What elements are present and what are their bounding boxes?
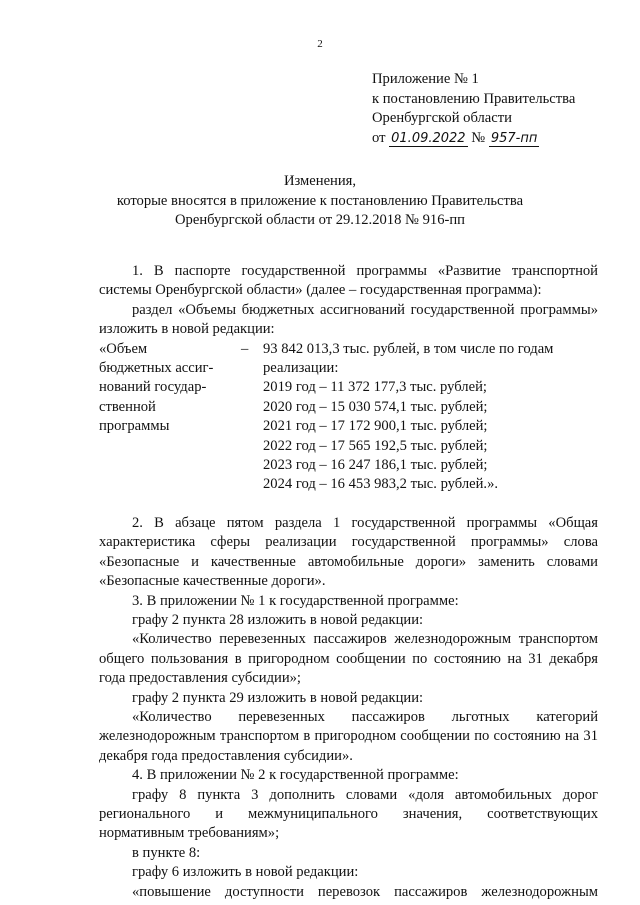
title-line-3: Оренбургской области от 29.12.2018 № 916-пп xyxy=(175,212,465,228)
appendix-line-1: Приложение № 1 xyxy=(372,71,479,87)
budget-value-line: 2023 год – 16 247 186,1 тыс. рублей; xyxy=(263,457,488,474)
budget-label-line: «Объем xyxy=(99,340,148,357)
budget-value-line: 93 842 013,3 тыс. рублей, в том числе по годам xyxy=(263,340,554,357)
paragraph-3c: графу 2 пункта 29 изложить в новой редакции: xyxy=(132,689,424,706)
paragraph-4: 4. В приложении № 2 к государственной программе: xyxy=(132,767,459,784)
appendix-date: 01.09.2022 xyxy=(391,130,466,146)
title-line-1: Изменения, xyxy=(283,173,357,189)
spacer xyxy=(99,495,598,514)
budget-table-values xyxy=(263,340,598,495)
appendix-ot: от xyxy=(372,129,386,146)
budget-label-line: программы xyxy=(99,418,170,435)
budget-value-line: реализации: xyxy=(263,360,339,377)
appendix-number: 957-пп xyxy=(490,130,538,146)
budget-label-line: бюджетных ассиг- xyxy=(99,360,214,377)
budget-value-line: 2020 год – 15 030 574,1 тыс. рублей; xyxy=(263,398,488,415)
paragraph-3b: «Количество перевезенных пассажиров железнодорожным транспортом общего пользования в пригородном сообщении по состоянию на 31 декабря года предоставления субсидии»; xyxy=(99,631,598,687)
paragraph-4a: графу 8 пункта 3 дополнить словами «доля автомобильных дорог регионального и межмуниципального значения, соответствующих нормативным требованиям»; xyxy=(99,786,598,842)
budget-value-line: 2019 год – 11 372 177,3 тыс. рублей; xyxy=(263,379,487,396)
paragraph-4b: в пункте 8: xyxy=(132,844,201,861)
budget-value-line: 2024 год – 16 453 983,2 тыс. рублей.». xyxy=(263,476,499,493)
document-title xyxy=(0,172,640,231)
appendix-line-2: к постановлению Правительства xyxy=(372,90,576,107)
paragraph-3d: «Количество перевезенных пассажиров льготных категорий железнодорожным транспортом в пригородном сообщении по состоянию на 31 декабря года предоставления субсидии». xyxy=(99,708,598,764)
title-line-2: которые вносятся в приложение к постановлению Правительства xyxy=(116,192,524,209)
budget-label-line: ственной xyxy=(99,398,156,415)
appendix-header xyxy=(372,70,575,148)
appendix-no: № xyxy=(471,129,486,146)
paragraph-3a: графу 2 пункта 28 изложить в новой редакции: xyxy=(132,611,424,628)
paragraph-3: 3. В приложении № 1 к государственной программе: xyxy=(132,592,459,609)
paragraph-4c: графу 6 изложить в новой редакции: xyxy=(132,864,359,881)
page-number: 2 xyxy=(317,38,323,50)
budget-table-label xyxy=(99,340,241,495)
document-body xyxy=(99,262,598,902)
paragraph-4d: «повышение доступности перевозок пассажиров железнодорожным xyxy=(132,883,598,900)
budget-value-line: 2021 год – 17 172 900,1 тыс. рублей; xyxy=(263,418,488,435)
budget-table xyxy=(99,340,598,495)
appendix-date-line xyxy=(372,129,575,149)
paragraph-1a: раздел «Объемы бюджетных ассигнований государственной программы» изложить в новой редакции: xyxy=(99,301,598,338)
budget-table-dash: – xyxy=(241,340,249,357)
paragraph-2: 2. В абзаце пятом раздела 1 государственной программы «Общая характеристика сферы реализации государственной программы» слова «Безопасные и качественные автомобильные дороги» заменить словами «Безопасные качественные дороги». xyxy=(99,514,598,590)
paragraph-1: 1. В паспорте государственной программы «Развитие транспортной системы Оренбургской области» (далее – государственная программа): xyxy=(99,263,598,299)
budget-value-line: 2022 год – 17 565 192,5 тыс. рублей; xyxy=(263,437,488,454)
budget-label-line: нований государ- xyxy=(99,379,207,396)
appendix-line-3: Оренбургской области xyxy=(372,110,512,126)
